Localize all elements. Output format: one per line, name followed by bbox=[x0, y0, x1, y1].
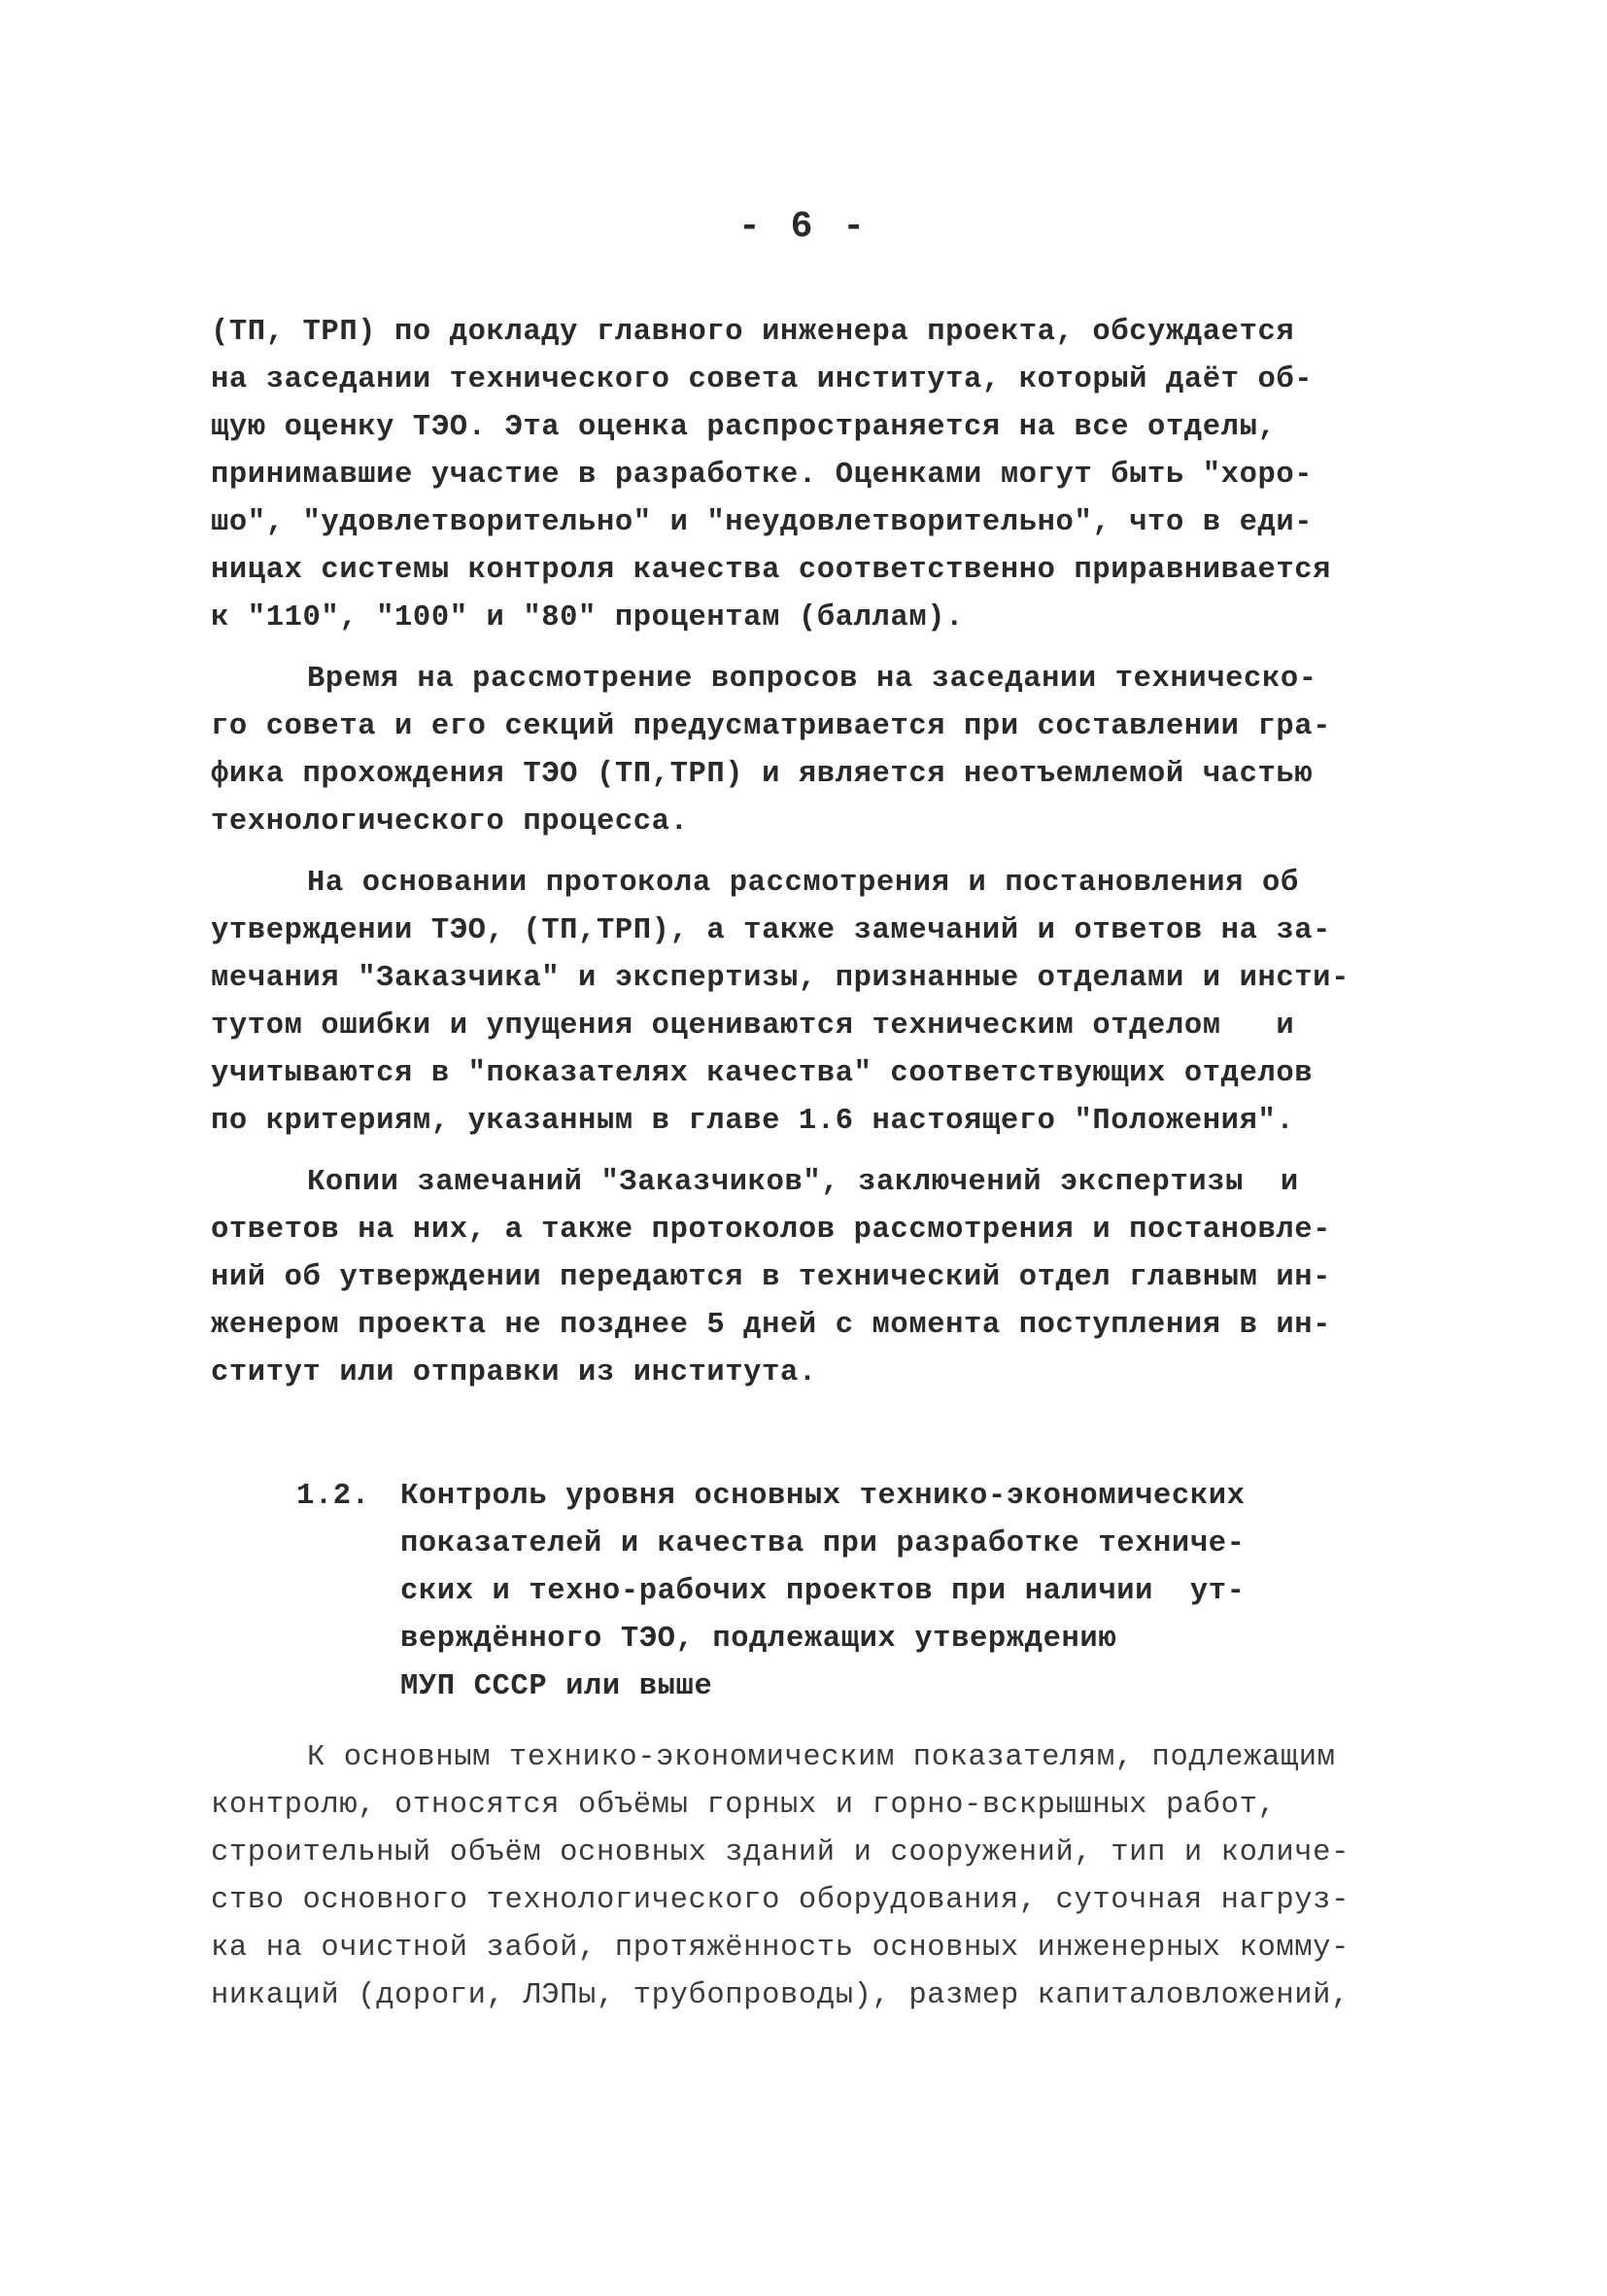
final-paragraph-line-3: строительный объём основных зданий и сооружений, тип и количе- bbox=[211, 1836, 1350, 1869]
paragraph-3-line-5: учитываются в "показателях качества" соответствующих отделов bbox=[211, 1057, 1314, 1090]
paragraph-1-line-2: на заседании технического совета института, который даёт об- bbox=[211, 363, 1314, 396]
final-paragraph-line-5: ка на очистной забой, протяжённость основных инженерных комму- bbox=[211, 1932, 1350, 1965]
paragraph-2-line-3: фика прохождения ТЭО (ТП,ТРП) и является неотъемлемой частью bbox=[211, 758, 1314, 791]
section-title-line-5: МУП СССР или выше bbox=[400, 1670, 713, 1703]
paragraph-3-line-2: утверждении ТЭО, (ТП,ТРП), а также замечаний и ответов на за- bbox=[211, 914, 1332, 947]
final-paragraph-line-4: ство основного технологического оборудования, суточная нагруз- bbox=[211, 1884, 1350, 1917]
paragraph-4-line-5: ститут или отправки из института. bbox=[211, 1356, 817, 1389]
paragraph-3-line-3: мечания "Заказчика" и экспертизы, признанные отделами и инсти- bbox=[211, 962, 1350, 995]
paragraph-4-line-1: Копии замечаний "Заказчиков", заключений экспертизы и bbox=[307, 1166, 1299, 1199]
final-paragraph-line-6: никаций (дороги, ЛЭПы, трубопроводы), размер капиталовложений, bbox=[211, 1979, 1350, 2012]
final-paragraph-line-2: контролю, относятся объёмы горных и горно-вскрышных работ, bbox=[211, 1789, 1277, 1822]
final-paragraph-line-1: К основным технико-экономическим показателям, подлежащим bbox=[307, 1741, 1336, 1774]
paragraph-1-line-1: (ТП, ТРП) по докладу главного инженера проекта, обсуждается bbox=[211, 316, 1295, 349]
page-number: - 6 - bbox=[737, 206, 870, 248]
paragraph-2-line-2: го совета и его секций предусматривается при составлении гра- bbox=[211, 710, 1332, 743]
section-title-line-3: ских и техно-рабочих проектов при наличии ут- bbox=[400, 1575, 1246, 1608]
section-title-line-1: Контроль уровня основных технико-экономических bbox=[400, 1480, 1246, 1513]
paragraph-1-line-7: к "110", "100" и "80" процентам (баллам). bbox=[211, 601, 965, 634]
section-number: 1.2. bbox=[296, 1480, 370, 1513]
paragraph-4-line-4: женером проекта не позднее 5 дней с момента поступления в ин- bbox=[211, 1309, 1332, 1342]
paragraph-4-line-2: ответов на них, а также протоколов рассмотрения и постановле- bbox=[211, 1214, 1332, 1247]
paragraph-1-line-5: шо", "удовлетворительно" и "неудовлетворительно", что в еди- bbox=[211, 506, 1314, 539]
paragraph-1-line-3: щую оценку ТЭО. Эта оценка распространяется на все отделы, bbox=[211, 411, 1277, 444]
paragraph-3-line-1: На основании протокола рассмотрения и постановления об bbox=[307, 867, 1299, 900]
paragraph-1-line-6: ницах системы контроля качества соответственно приравнивается bbox=[211, 554, 1332, 587]
paragraph-4-line-3: ний об утверждении передаются в технический отдел главным ин- bbox=[211, 1261, 1332, 1294]
paragraph-1-line-4: принимавшие участие в разработке. Оценками могут быть "хоро- bbox=[211, 459, 1314, 492]
paragraph-3-line-6: по критериям, указанным в главе 1.6 настоящего "Положения". bbox=[211, 1105, 1295, 1138]
paragraph-3-line-4: тутом ошибки и упущения оцениваются техническим отделом и bbox=[211, 1010, 1295, 1043]
section-title-line-2: показателей и качества при разработке техниче- bbox=[400, 1527, 1246, 1560]
paragraph-2-line-1: Время на рассмотрение вопросов на заседании техническо- bbox=[307, 663, 1317, 696]
paragraph-2-line-4: технологического процесса. bbox=[211, 805, 689, 839]
section-title-line-4: верждённого ТЭО, подлежащих утверждению bbox=[400, 1623, 1117, 1656]
